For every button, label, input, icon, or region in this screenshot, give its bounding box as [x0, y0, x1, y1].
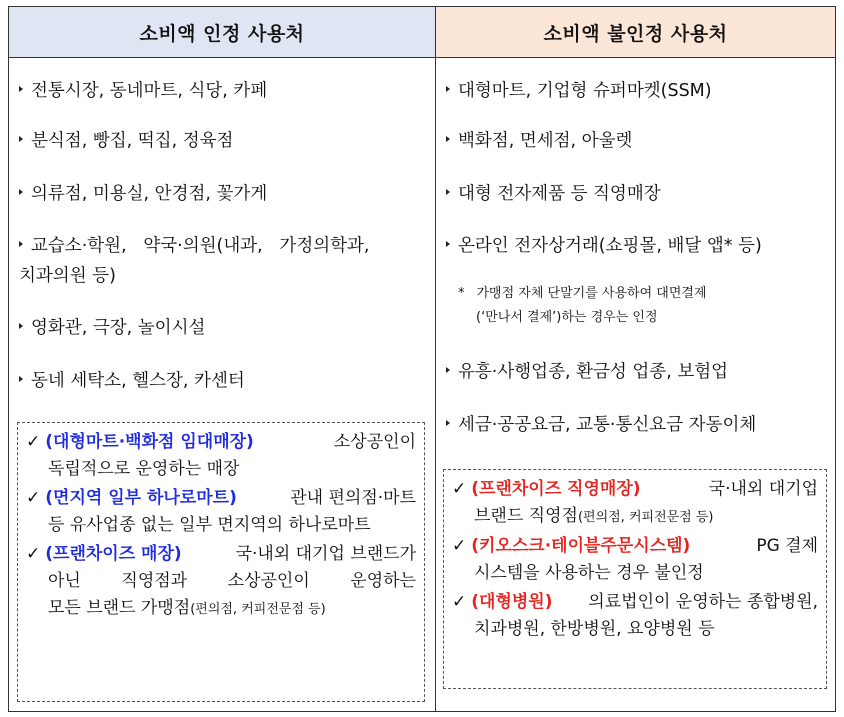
unrecognized-exceptions-box	[443, 469, 827, 689]
list-item: 분식점, 빵집, 떡집, 정육점	[19, 126, 427, 157]
triangle-bullet-icon	[19, 86, 23, 92]
exception-item: ✓ (면지역 일부 하나로마트) 관내 편의점·마트 등 유사업종 없는 일부 면지역의 하나로마트	[26, 488, 416, 535]
list-item: 세금·공공요금, 교통·통신요금 자동이체	[446, 410, 827, 441]
list-item: 유흥·사행업종, 환금성 업종, 보험업	[446, 357, 827, 388]
triangle-bullet-icon	[446, 420, 450, 426]
exception-item: ✓ (프랜차이즈 매장) 국·내외 대기업 브랜드가 아닌 직영점과 소상공인이 운영하는 모든 브랜드 가맹점(편의점, 커피전문점 등)	[26, 544, 416, 618]
list-item: 의류점, 미용실, 안경점, 꽃가게	[19, 179, 427, 210]
checkmark-icon: ✓	[26, 488, 41, 508]
list-item: 영화관, 극장, 놀이시설	[19, 313, 427, 344]
list-item: 대형 전자제품 등 직영매장	[446, 179, 827, 210]
triangle-bullet-icon	[19, 136, 23, 142]
recognized-header: 소비액 인정 사용처	[9, 7, 435, 58]
list-item: 온라인 전자상거래(쇼핑몰, 배달 앱* 등)	[446, 231, 827, 262]
recognized-column	[9, 7, 436, 711]
triangle-bullet-icon	[446, 136, 450, 142]
triangle-bullet-icon	[446, 367, 450, 373]
triangle-bullet-icon	[446, 241, 450, 247]
checkmark-icon: ✓	[26, 544, 41, 564]
list-item: 동네 세탁소, 헬스장, 카센터	[19, 366, 427, 397]
recognized-exceptions-box	[17, 422, 425, 702]
triangle-bullet-icon	[446, 86, 450, 92]
triangle-bullet-icon	[19, 323, 23, 329]
list-item: 전통시장, 동네마트, 식당, 카페	[19, 76, 427, 107]
footnote: * 가맹점 자체 단말기를 사용하여 대면결제 (‘만나서 결제’)하는 경우는 인정	[458, 286, 707, 325]
usage-table	[8, 6, 836, 712]
triangle-bullet-icon	[446, 189, 450, 195]
checkmark-icon: ✓	[452, 592, 467, 612]
triangle-bullet-icon	[19, 189, 23, 195]
triangle-bullet-icon	[19, 376, 23, 382]
list-item: 교습소·학원, 약국·의원(내과, 가정의학과,	[19, 231, 427, 262]
exception-item: ✓ (대형병원) 의료법인이 운영하는 종합병원, 치과병원, 한방병원, 요양병원 등	[452, 592, 818, 639]
exception-item: ✓ (키오스크·테이블주문시스템) PG 결제 시스템을 사용하는 경우 불인정	[452, 536, 818, 583]
list-item: 백화점, 면세점, 아울렛	[446, 126, 827, 157]
list-item: 대형마트, 기업형 슈퍼마켓(SSM)	[446, 76, 827, 107]
exception-item: ✓ (대형마트·백화점 임대매장) 소상공인이 독립적으로 운영하는 매장	[26, 432, 416, 479]
triangle-bullet-icon	[19, 241, 23, 247]
checkmark-icon: ✓	[452, 479, 467, 499]
list-item-continuation: 치과의원 등)	[19, 266, 116, 286]
unrecognized-column	[436, 7, 835, 711]
unrecognized-header: 소비액 불인정 사용처	[436, 7, 835, 58]
checkmark-icon: ✓	[26, 432, 41, 452]
checkmark-icon: ✓	[452, 536, 467, 556]
exception-item: ✓ (프랜차이즈 직영매장) 국·내외 대기업 브랜드 직영점(편의점, 커피전문점 등)	[452, 479, 818, 526]
